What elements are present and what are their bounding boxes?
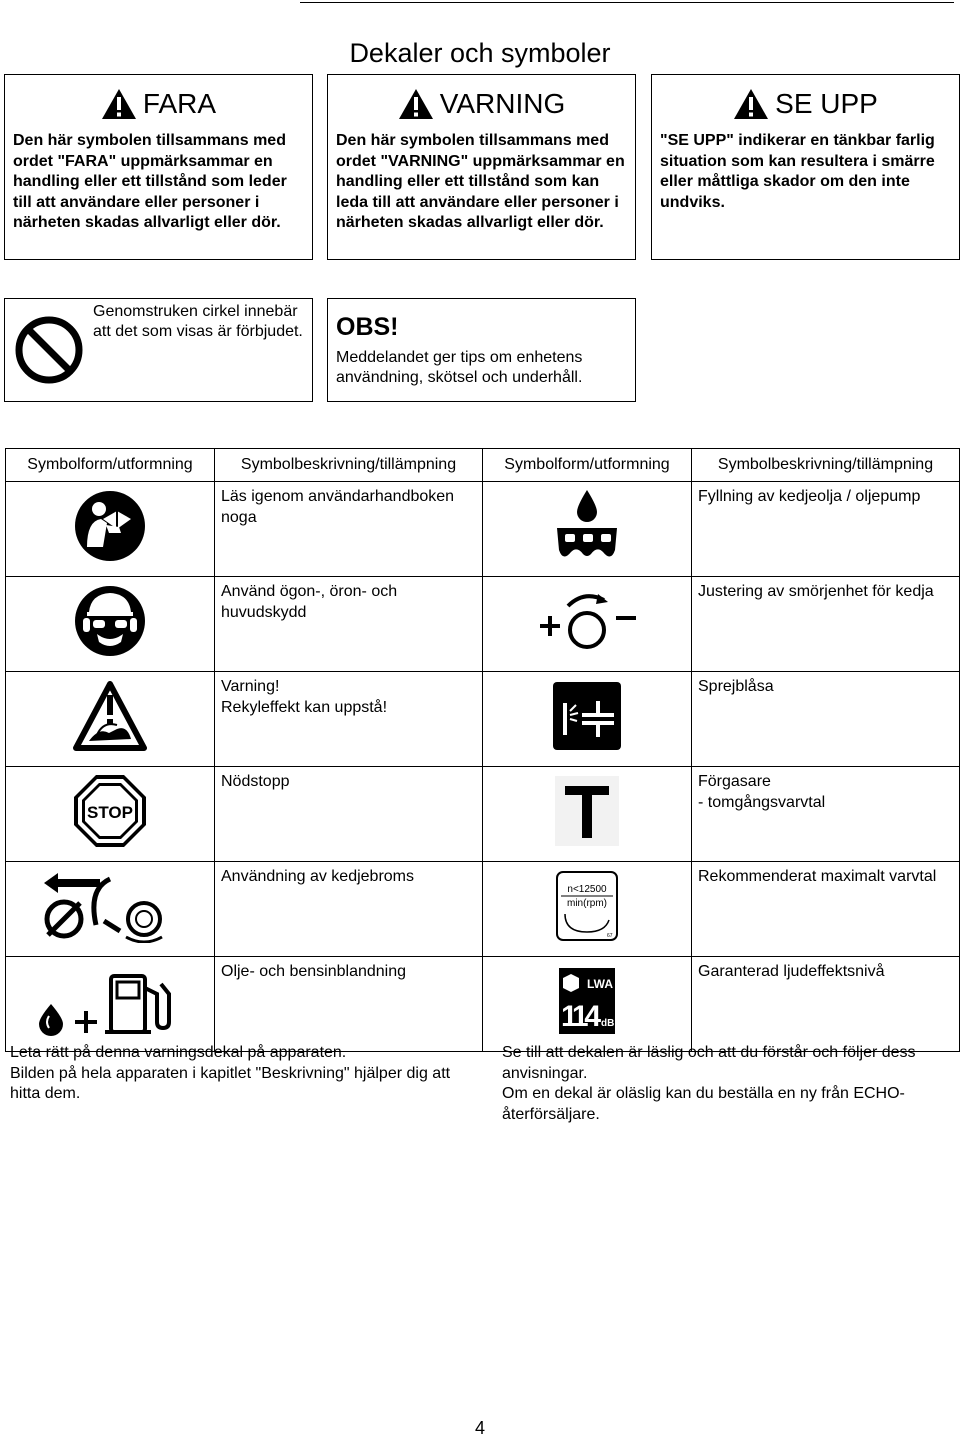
page-title: Dekaler och symboler <box>349 38 611 69</box>
prohibition-box <box>4 298 313 402</box>
eye-ear-head-protection-icon <box>73 584 147 658</box>
symbol-table <box>5 448 960 1052</box>
sound-label-text: LWA <box>587 977 613 991</box>
chain-oil-fill-icon <box>547 486 627 566</box>
symbol-description: Olje- och bensinblandning <box>215 957 483 1052</box>
oil-fuel-mix-icon <box>35 964 185 1038</box>
symbol-description: Förgasare - tomgångsvarvtal <box>692 767 960 862</box>
page-number: 4 <box>474 1418 485 1438</box>
spray-blower-icon <box>552 681 622 751</box>
symbol-description: Varning! Rekyleffekt kan uppstå! <box>215 672 483 767</box>
carburetor-idle-icon <box>555 776 619 846</box>
table-row <box>6 957 960 1052</box>
max-rpm-icon <box>555 870 619 942</box>
symbol-description: Sprejblåsa <box>692 672 960 767</box>
column-header: Symbolbeskrivning/tillämpning <box>215 449 483 482</box>
symbol-description: Garanterad ljudeffektsnivå <box>692 957 960 1052</box>
caution-text: "SE UPP" indikerar en tänkbar farlig situation som kan resultera i smärre eller måttliga skador om den inte undviks. <box>660 132 935 211</box>
stop-sign-icon <box>72 773 148 849</box>
prohibition-text: Genomstruken cirkel innebär att det som visas är förbjudet. <box>93 303 303 340</box>
danger-heading: FARA <box>142 88 217 119</box>
read-manual-icon <box>73 489 147 563</box>
danger-text: Den här symbolen tillsammans med ordet "FARA" uppmärksammar en handling eller ett tillstånd som leder till att användare eller personer i närheten skadas allvarligt eller dör. <box>13 132 287 231</box>
note-text: Meddelandet ger tips om enhetens användning, skötsel och underhåll. <box>336 349 583 386</box>
footer-right-text: Se till att dekalen är läslig och att du förstår och följer dess anvisningar. Om en dekal är oläslig kan du beställa en ny från ECHO-återförsäljare. <box>502 1044 916 1123</box>
warning-box <box>327 74 636 260</box>
column-header: Symbolform/utformning <box>6 449 215 482</box>
symbol-description: Rekommenderat maximalt varvtal <box>692 862 960 957</box>
symbol-description: Använd ögon-, öron- och huvudskydd <box>215 577 483 672</box>
footer-left-text: Leta rätt på denna varningsdekal på apparaten. Bilden på hela apparaten i kapitlet "Beskrivning" hjälper dig att hitta dem. <box>10 1044 451 1102</box>
symbol-description: Nödstopp <box>215 767 483 862</box>
column-header: Symbolform/utformning <box>483 449 692 482</box>
oil-adjust-icon <box>532 586 642 656</box>
symbol-description: Läs igenom användarhandboken noga <box>215 482 483 577</box>
table-row <box>6 862 960 957</box>
chain-brake-icon <box>40 869 180 943</box>
warning-triangle-icon <box>398 88 434 120</box>
sound-value-text: 114 <box>561 1000 601 1033</box>
warning-triangle-icon <box>101 88 137 120</box>
top-rule <box>300 2 954 3</box>
table-row <box>6 672 960 767</box>
warning-heading: VARNING <box>439 88 566 119</box>
kickback-warning-icon <box>73 681 147 751</box>
note-box <box>327 298 636 402</box>
rpm-small-text: 67 <box>607 933 613 939</box>
table-row <box>6 577 960 672</box>
table-header-row <box>6 449 960 482</box>
warning-triangle-icon <box>733 88 769 120</box>
prohibited-icon <box>13 314 85 386</box>
column-header: Symbolbeskrivning/tillämpning <box>692 449 960 482</box>
table-row <box>6 767 960 862</box>
caution-box <box>651 74 960 260</box>
table-row <box>6 482 960 577</box>
symbol-description: Fyllning av kedjeolja / oljepump <box>692 482 960 577</box>
sound-unit-text: dB <box>601 1018 615 1029</box>
stop-text: STOP <box>87 803 133 822</box>
rpm-top-text: n<12500 <box>567 884 607 895</box>
rpm-bottom-text: min(rpm) <box>567 898 607 909</box>
note-heading: OBS! <box>336 313 399 341</box>
symbol-description: Justering av smörjenhet för kedja <box>692 577 960 672</box>
symbol-description: Användning av kedjebroms <box>215 862 483 957</box>
warning-text: Den här symbolen tillsammans med ordet "VARNING" uppmärksammar en handling eller ett tillstånd som kan leda till att användare eller personer i närheten skadas allvarligt eller dör. <box>336 132 625 231</box>
caution-heading: SE UPP <box>775 88 878 119</box>
danger-box <box>4 74 313 260</box>
sound-power-icon <box>557 966 617 1036</box>
